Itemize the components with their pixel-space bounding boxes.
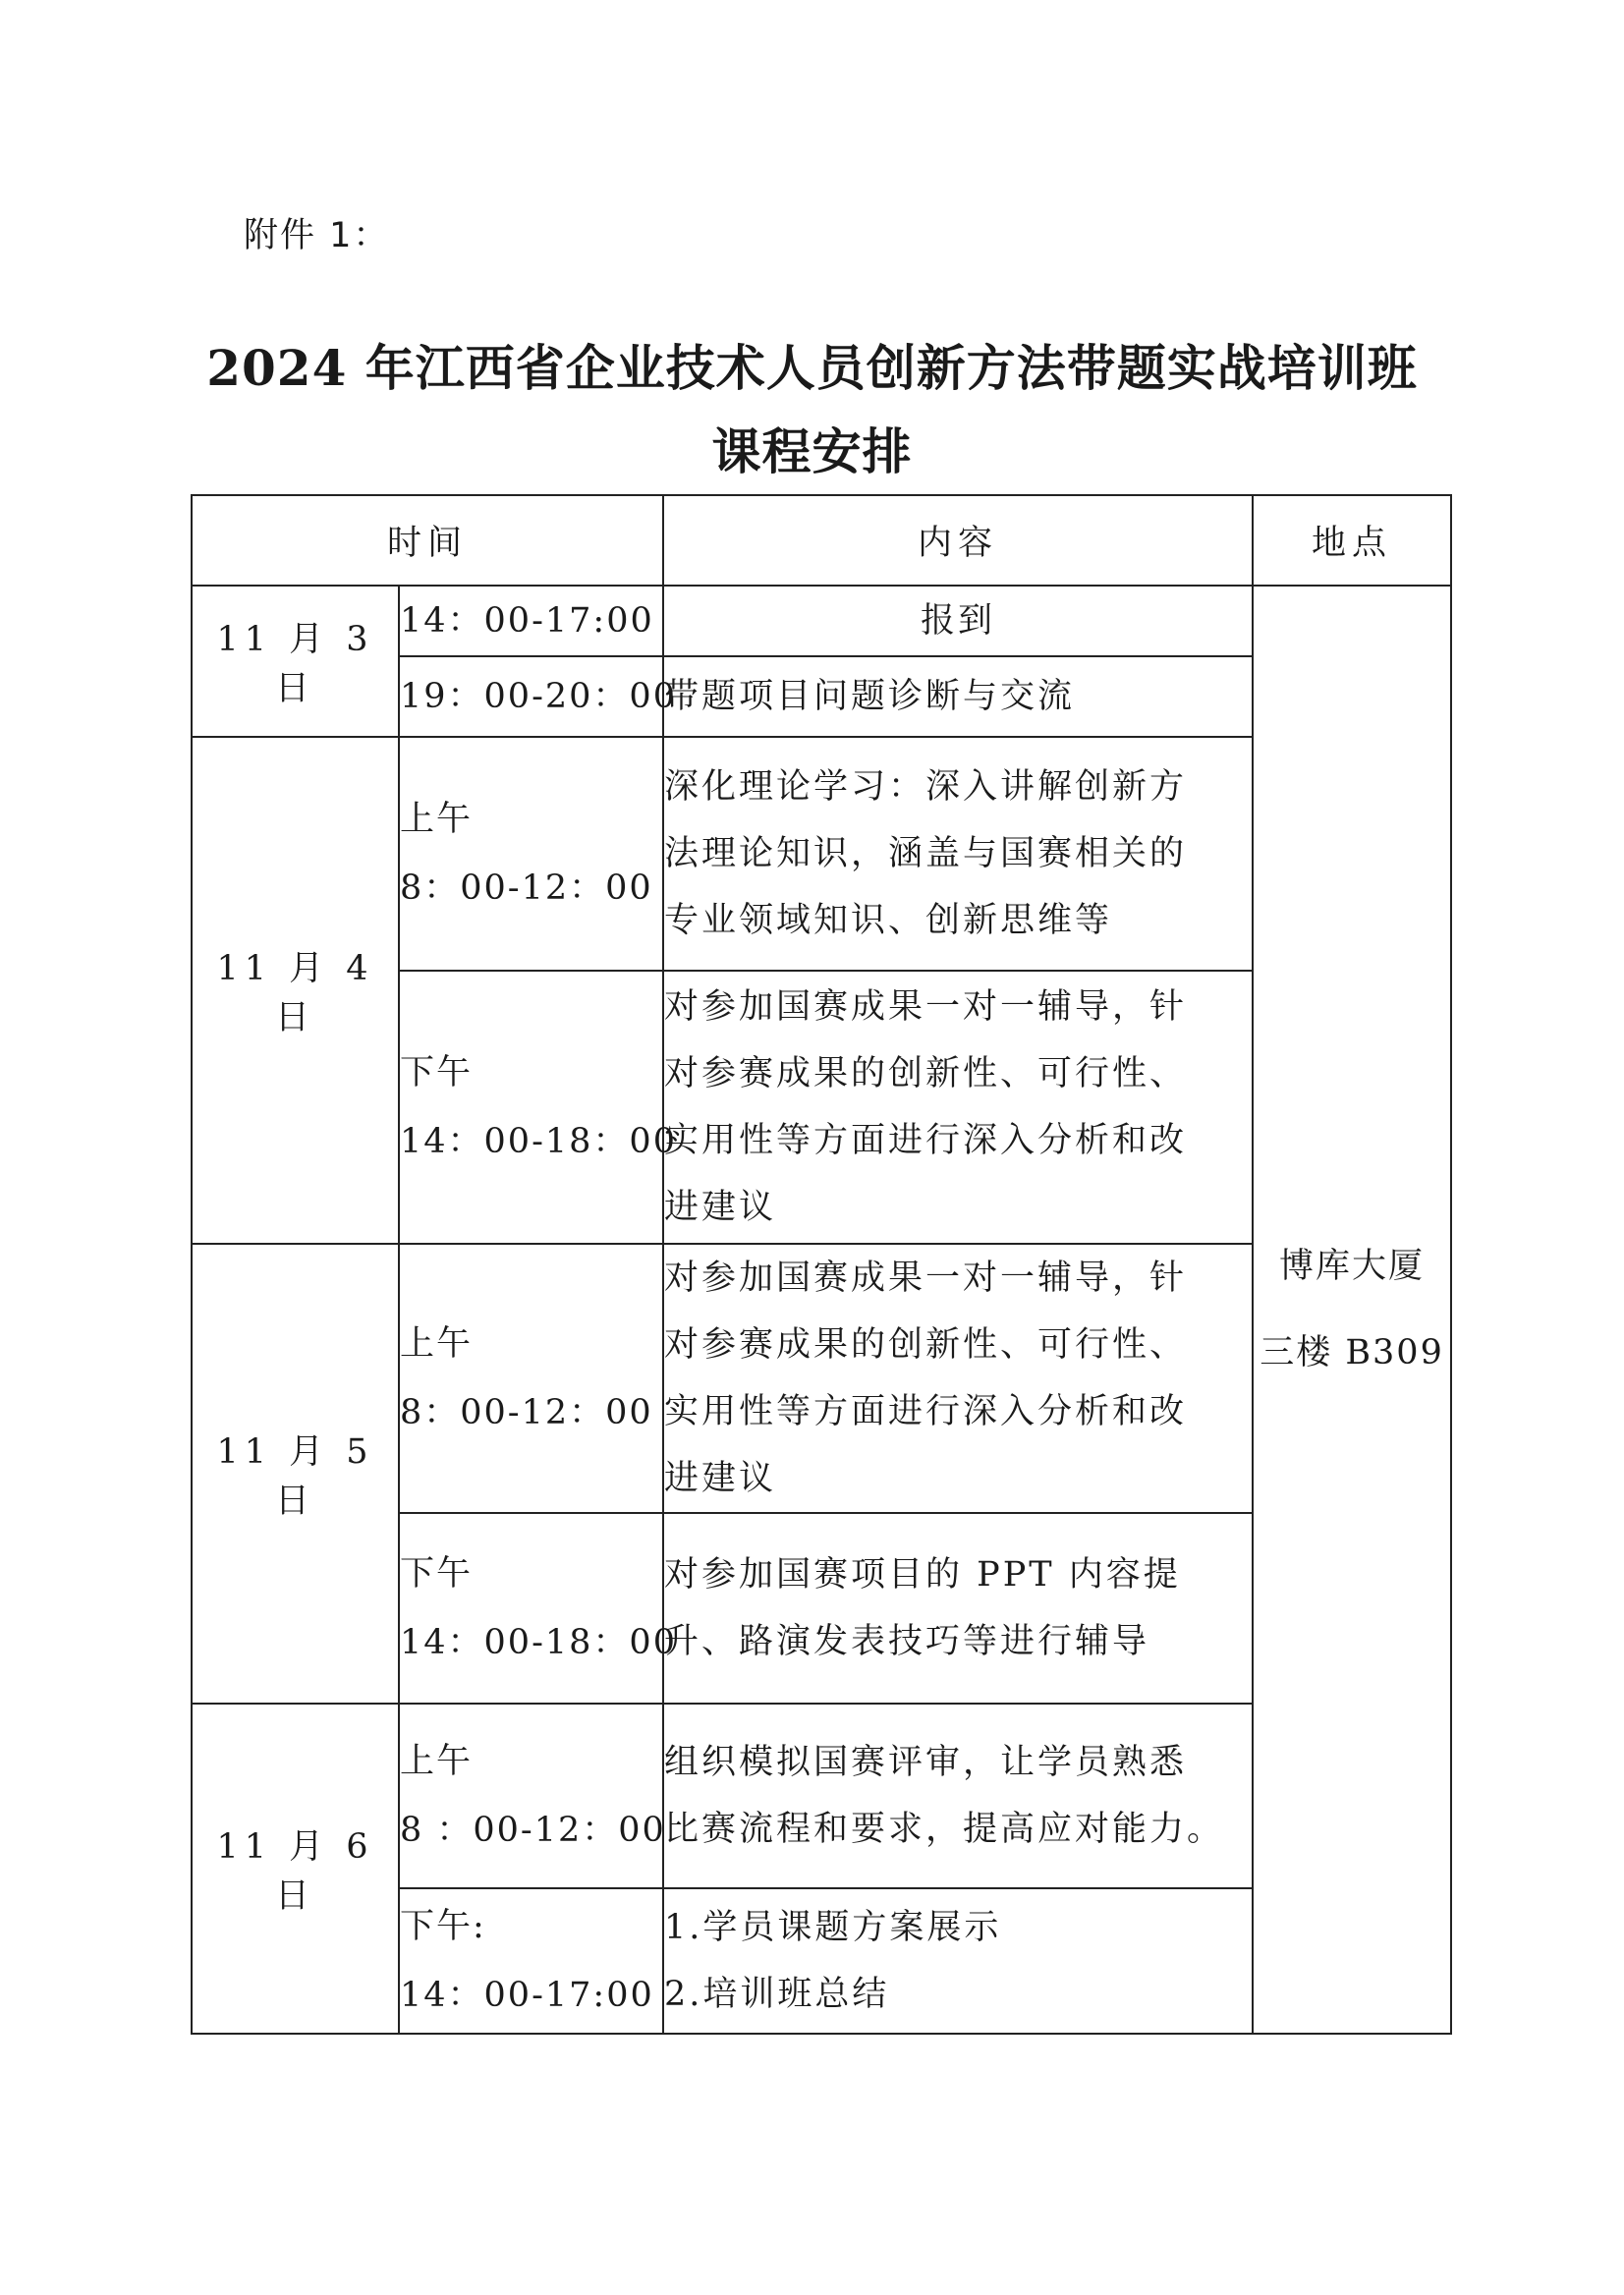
content-line: 升、路演发表技巧等进行辅导: [664, 1622, 1150, 1661]
schedule-table: [191, 494, 1452, 2035]
content-cell: [663, 1888, 1253, 2034]
time-cell: [399, 1704, 666, 1888]
content-line: 实用性等方面进行深入分析和改: [664, 1121, 1188, 1160]
content-cell: [663, 971, 1253, 1244]
content-line: 深化理论学习：深入讲解创新方: [664, 767, 1188, 807]
date-cell: 11 月 5 日: [192, 1244, 399, 1704]
time-line: 8 ：00-12：00: [400, 1811, 666, 1850]
time-line: 14：00-18：00: [400, 1623, 677, 1662]
content-line: 1.学员课题方案展示: [664, 1908, 1002, 1947]
content-line: 进建议: [664, 1459, 777, 1498]
time-line: 下午: [400, 1053, 474, 1092]
header-time: 时间: [192, 495, 663, 586]
content-line: 组织模拟国赛评审，让学员熟悉: [664, 1743, 1188, 1782]
document-subtitle: 课程安排: [711, 422, 913, 480]
content-cell: [663, 586, 1253, 656]
content-line: 带题项目问题诊断与交流: [664, 677, 1076, 716]
content-cell: [663, 737, 1253, 971]
content-line: 法理论知识，涵盖与国赛相关的: [664, 834, 1188, 873]
content-line: 对参加国赛项目的 PPT 内容提: [664, 1555, 1181, 1595]
time-line: 下午:: [400, 1907, 486, 1946]
time-cell: [399, 1513, 677, 1704]
header-location: 地点: [1253, 495, 1451, 586]
location-line-2: 三楼 B309: [1260, 1333, 1444, 1372]
table-row: [192, 586, 1451, 656]
time-line: 上午: [400, 1324, 474, 1364]
time-cell: [399, 1888, 663, 2034]
time-cell: [399, 1244, 663, 1513]
content-cell: [663, 1513, 1253, 1704]
date-cell: 11 月 3 日: [192, 586, 399, 737]
date-cell: 11 月 4 日: [192, 737, 399, 1244]
time-line: 14：00-17:00: [400, 1976, 654, 2015]
date-cell: 11 月 6 日: [192, 1704, 399, 2034]
content-line: 进建议: [664, 1188, 777, 1227]
content-line: 报到: [921, 601, 996, 641]
content-line: 实用性等方面进行深入分析和改: [664, 1392, 1188, 1431]
content-line: 2.培训班总结: [664, 1975, 890, 2014]
content-line: 对参加国赛成果一对一辅导，针: [664, 987, 1188, 1027]
document-title: 2024 年江西省企业技术人员创新方法带题实战培训班: [206, 339, 1418, 397]
content-cell: [663, 1244, 1253, 1513]
content-line: 专业领域知识、创新思维等: [664, 901, 1113, 940]
content-line: 比赛流程和要求，提高应对能力。: [664, 1810, 1225, 1849]
time-line: 8：00-12：00: [400, 868, 653, 908]
content-line: 对参加国赛成果一对一辅导，针: [664, 1259, 1188, 1298]
time-line: 上午: [400, 1742, 474, 1781]
content-line: 对参赛成果的创新性、可行性、: [664, 1325, 1188, 1365]
time-cell: [399, 737, 663, 971]
header-content: 内容: [663, 495, 1253, 586]
content-cell: [663, 656, 1253, 737]
time-line: 14：00-18：00: [400, 1122, 677, 1161]
location-line-1: 博库大厦: [1279, 1247, 1426, 1286]
time-line: 14：00-17:00: [400, 601, 654, 641]
location-cell: [1253, 586, 1451, 2034]
content-line: 对参赛成果的创新性、可行性、: [664, 1054, 1188, 1093]
time-line: 8：00-12：00: [400, 1393, 653, 1432]
time-cell: [399, 586, 663, 656]
time-line: 上午: [400, 800, 474, 839]
time-cell: [399, 971, 677, 1244]
time-line: 下午: [400, 1554, 474, 1594]
header-row: [192, 495, 1451, 586]
attachment-label: 附件 1：: [244, 216, 390, 255]
time-cell: [399, 656, 677, 737]
time-line: 19：00-20：00: [400, 677, 677, 716]
content-cell: [663, 1704, 1253, 1888]
